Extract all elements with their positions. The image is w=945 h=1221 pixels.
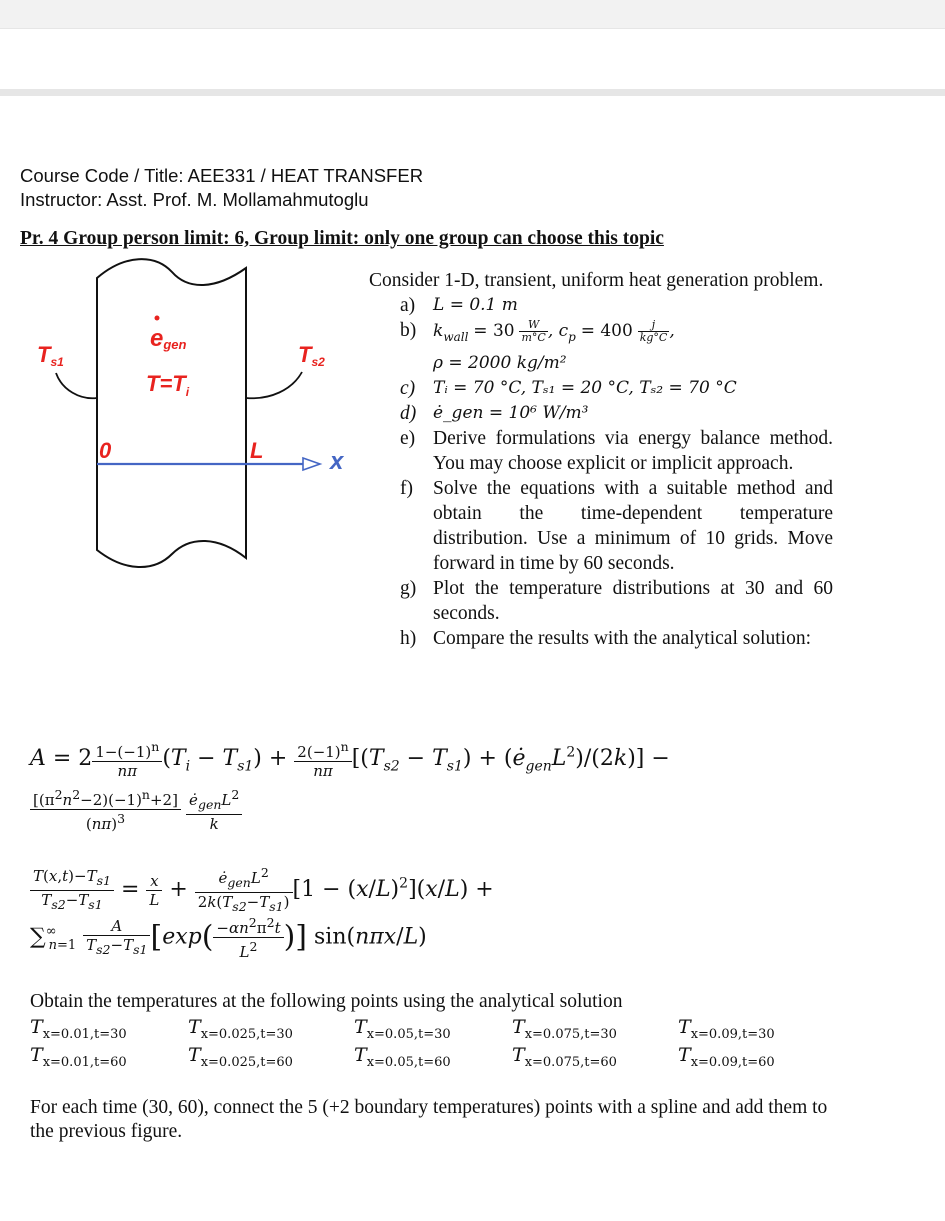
points-intro: Obtain the temperatures at the following points using the analytical solution (30, 991, 623, 1012)
equation-solution-line2: $\sum^\infty_{n=1}$ $\frac{A}{T_{s2}-T_{s1}}$ [exp( $\frac{-\alpha n^2\pi^2t}{L^2}$ )] sin(nπx/L) (30, 915, 427, 961)
equation-solution-line1: $\frac{T(x,t)-T_{s1}}{T_{s2}-T_{s1}}$ = $\frac{x}{L}$ + $ė_{gen}L^2$ $2k(T_{s2}-T_{s1})$ $[1 - (x/L)^2](x/L)$ + (30, 864, 494, 916)
equation-a-line2: $\frac{[(\pi^2n^2-2)(-1)^n+2]}{(n\pi)^3}$ $ė_{gen}L^2$ k (30, 786, 242, 833)
problem-title: Pr. 4 Group person limit: 6, Group limit: only one group can choose this topic (20, 228, 664, 249)
wall-diagram (20, 258, 350, 578)
item-c: c) Tᵢ = 70 °C, Tₛ₁ = 20 °C, Tₛ₂ = 70 °C (400, 377, 737, 399)
left-surface-curve (56, 373, 97, 398)
closing-instruction: For each time (30, 60), connect the 5 (+2 boundary temperatures) points with a spline and add them to the previous figure. (30, 1097, 828, 1142)
item-f: f) Solve the equations with a suitable method and obtain the time-dependent temperature distribution. Use a minimum of 10 grids. Move forward in time by 60 seconds. (400, 477, 833, 574)
wall-outline (97, 259, 246, 567)
point-t60-2: $T_{x=0.025,t=60}$ (188, 1044, 293, 1070)
problem-statement (369, 268, 833, 651)
item-d: d) ė_gen = 10⁶ W/m³ (400, 402, 589, 424)
origin-label: 0 (99, 438, 112, 463)
svg-text:egen: egen (150, 325, 187, 352)
top-bar (0, 0, 945, 29)
problem-items (369, 293, 833, 651)
point-t30-3: $T_{x=0.05,t=30}$ (354, 1016, 451, 1042)
point-t30-1: $T_{x=0.01,t=30}$ (30, 1016, 127, 1042)
equation-a-line1: A = 2 $\frac{1-(-1)^n}{n\pi}$ $(T_i - T_{s1})$ + $\frac{2(-1)^n}{n\pi}$ [$(T_{s2} - T_{s1})$ + $(ė_{gen}L^2)/(2k)$] − (30, 739, 670, 780)
separator-bar (0, 89, 945, 96)
ts1-label: T (37, 342, 51, 367)
point-t30-5: $T_{x=0.09,t=30}$ (678, 1016, 775, 1042)
x-axis-arrow (303, 458, 320, 470)
course-title: Course Code / Title: AEE331 / HEAT TRANSFER (20, 165, 424, 186)
item-a: a) L = 0.1 m (400, 295, 518, 316)
point-t30-4: $T_{x=0.075,t=30}$ (512, 1016, 617, 1042)
egen-dot (155, 316, 160, 321)
item-h: h) Compare the results with the analytical solution: (400, 627, 812, 649)
right-surface-curve (246, 372, 302, 398)
point-t60-5: $T_{x=0.09,t=60}$ (678, 1044, 775, 1070)
point-t30-2: $T_{x=0.025,t=30}$ (188, 1016, 293, 1042)
svg-text:Ts2: Ts2 (298, 342, 325, 369)
point-t60-1: $T_{x=0.01,t=60}$ (30, 1044, 127, 1070)
x-axis-label: x (330, 448, 344, 475)
initial-temperature: T=T (146, 371, 186, 396)
instructor-name: Instructor: Asst. Prof. M. Mollamahmutoglu (20, 189, 369, 210)
point-t60-3: $T_{x=0.05,t=60}$ (354, 1044, 451, 1070)
svg-text:Ts1: Ts1 (37, 342, 64, 369)
egen-symbol: e (150, 325, 164, 352)
length-label: L (250, 438, 264, 463)
problem-intro: Consider 1-D, transient, uniform heat generation problem. (369, 270, 824, 291)
ts2-label: T (298, 342, 312, 367)
item-g: g) Plot the temperature distributions at 30 and 60 seconds. (400, 577, 833, 624)
point-t60-4: $T_{x=0.075,t=60}$ (512, 1044, 617, 1070)
item-e: e) Derive formulations via energy balance method. You may choose explicit or implicit approach. (400, 427, 833, 474)
svg-text:T=Ti: $T=T_i$ (146, 371, 190, 399)
item-b: b) $k_{wall} = 30$ $\frac{W}{m^\circ C}$ , $c_p = 400$ $\frac{j}{kg^\circ C}$ , ρ = 2000 kg/m² (400, 318, 675, 373)
